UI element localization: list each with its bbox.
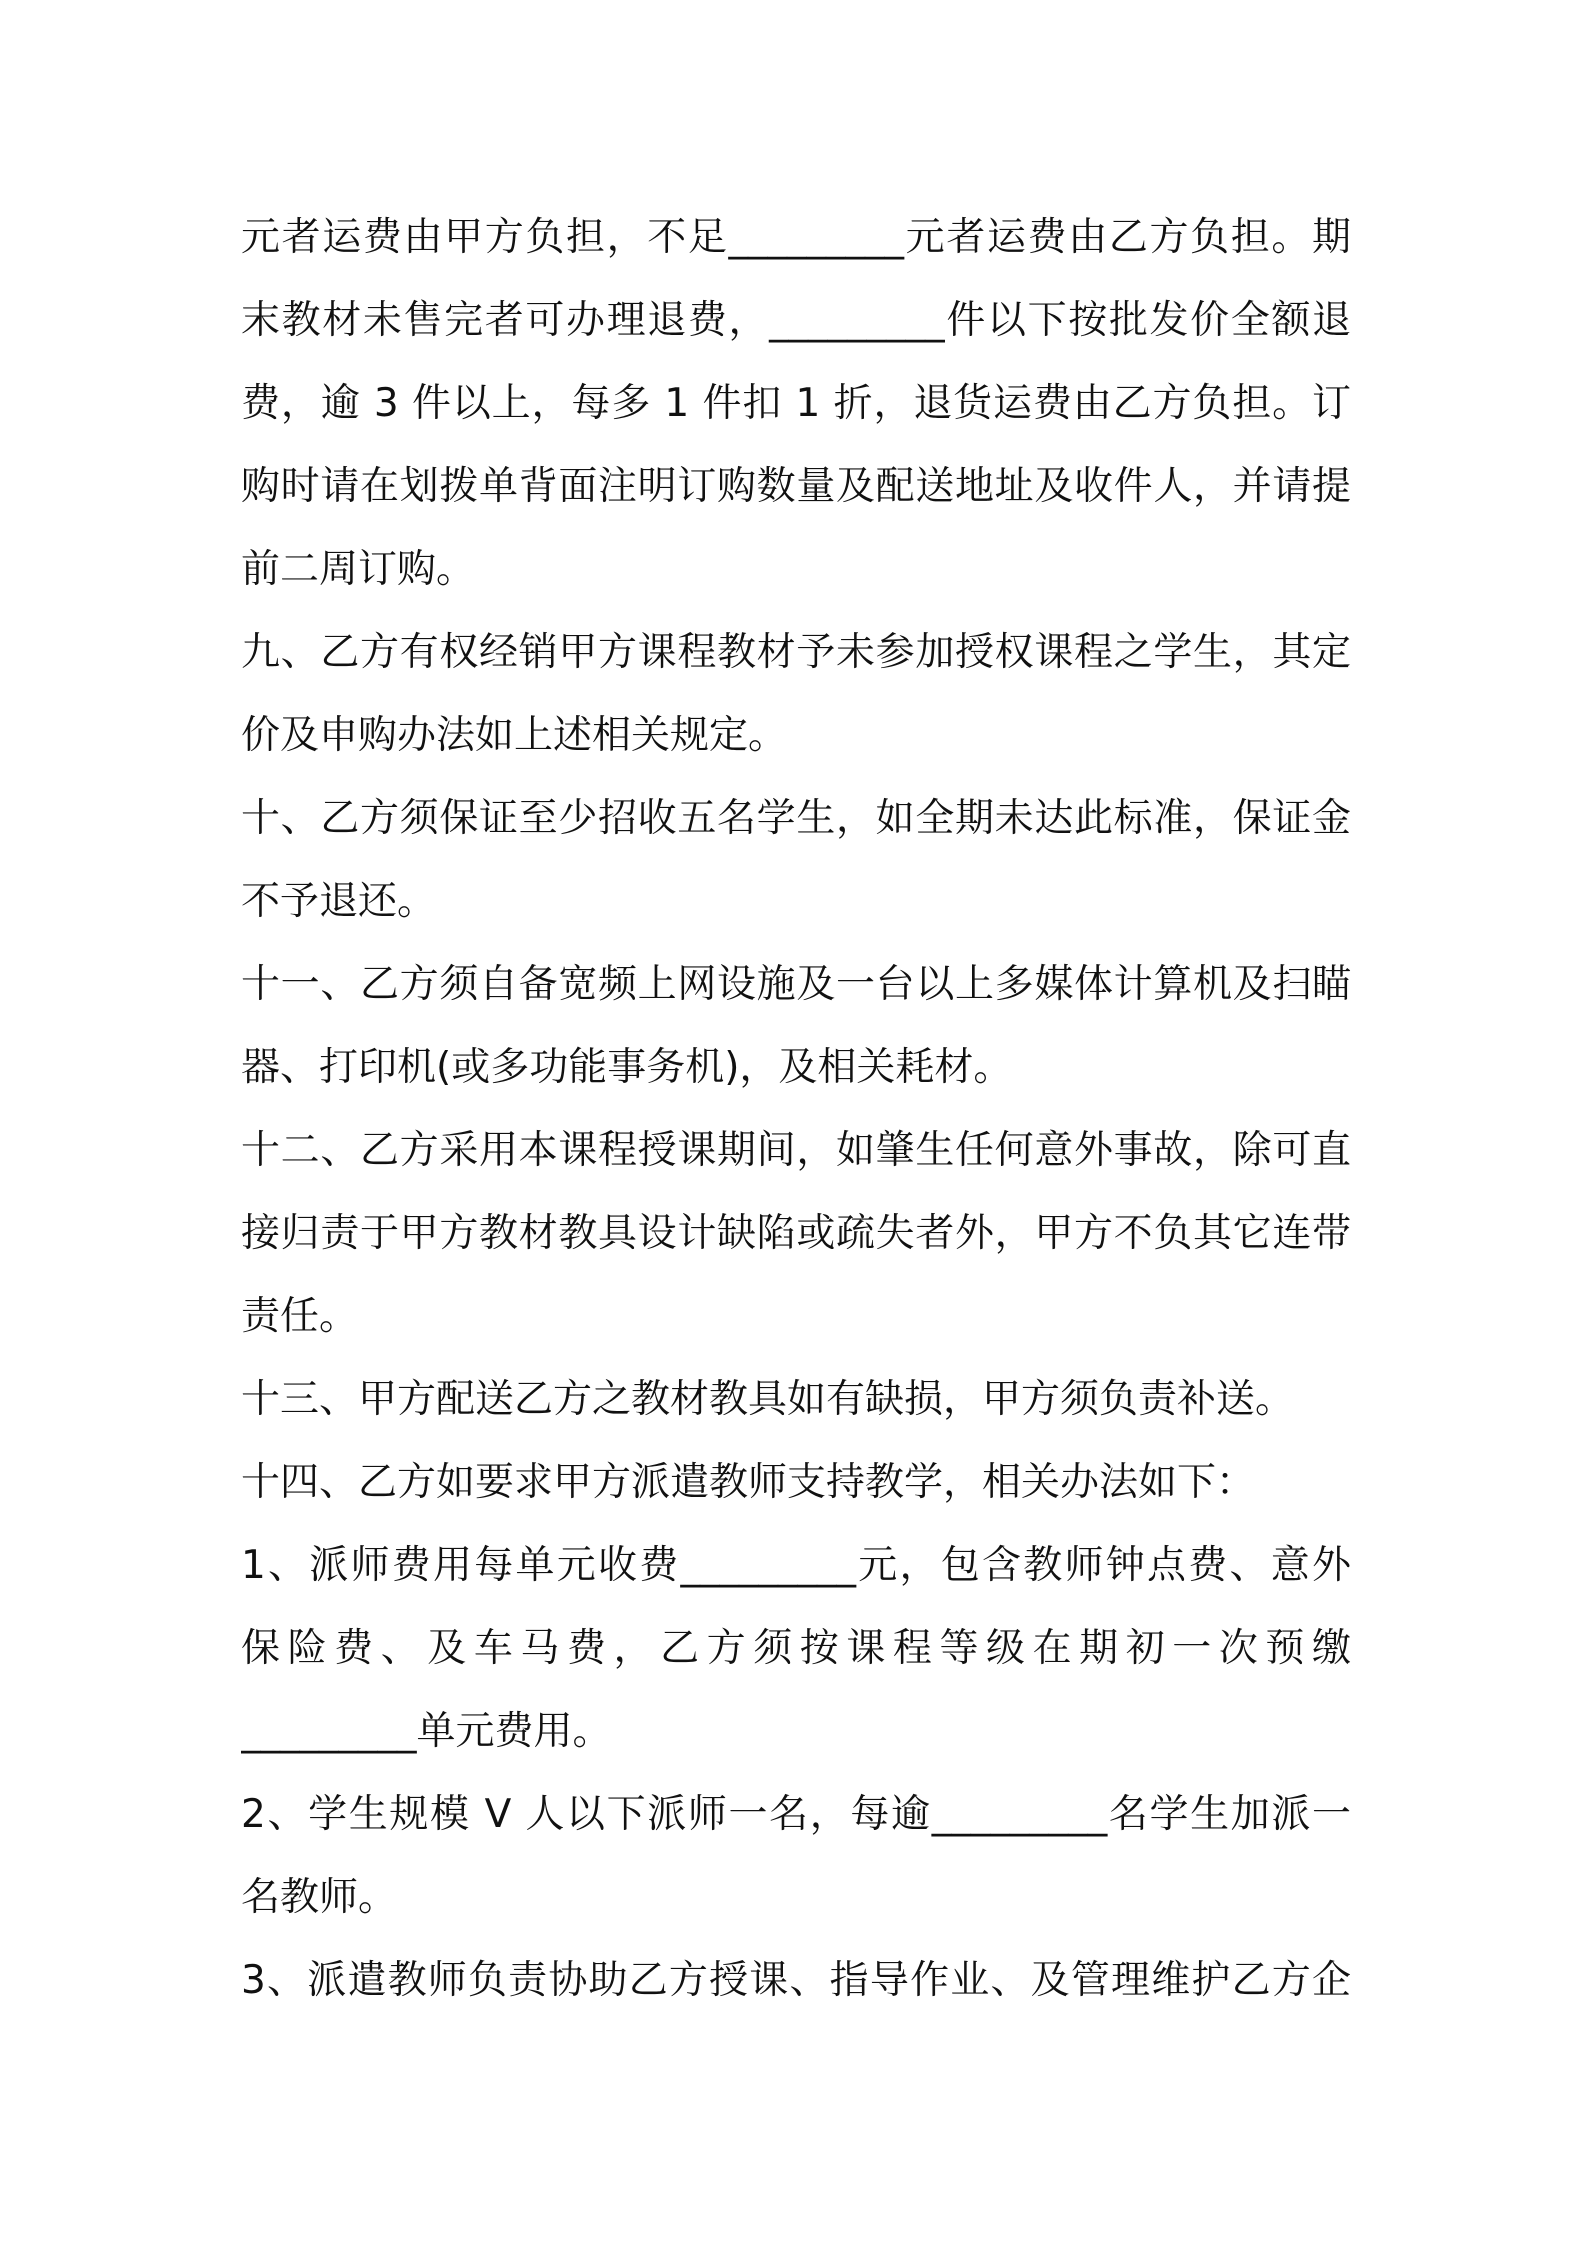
text-line: 十一、乙方须自备宽频上网设施及一台以上多媒体计算机及扫瞄 xyxy=(241,962,1351,1007)
text-line: 费，逾 3 件以上，每多 1 件扣 1 折，退货运费由乙方负担。订 xyxy=(241,381,1351,426)
text-line: 3、派遣教师负责协助乙方授课、指导作业、及管理维护乙方企 xyxy=(241,1958,1351,2003)
text-line: 接归责于甲方教材教具设计缺陷或疏失者外，甲方不负其它连带 xyxy=(241,1211,1351,1256)
document-body xyxy=(241,196,1351,2022)
text-line: 名教师。 xyxy=(241,1875,398,1920)
text-line: 1、派师费用每单元收费_________元，包含教师钟点费、意外 xyxy=(241,1543,1351,1588)
text-line: 九、乙方有权经销甲方课程教材予未参加授权课程之学生，其定 xyxy=(241,630,1351,675)
text-line: 元者运费由甲方负担，不足_________元者运费由乙方负担。期 xyxy=(241,215,1351,260)
text-line: 前二周订购。 xyxy=(241,547,476,592)
text-line: 十二、乙方采用本课程授课期间，如肇生任何意外事故，除可直 xyxy=(241,1128,1351,1173)
text-line: 不予退还。 xyxy=(241,879,437,924)
text-line: 末教材未售完者可办理退费，_________件以下按批发价全额退 xyxy=(241,298,1351,343)
text-line: _________单元费用。 xyxy=(241,1709,612,1754)
text-line: 价及申购办法如上述相关规定。 xyxy=(241,713,788,758)
text-line: 保险费、及车马费，乙方须按课程等级在期初一次预缴 xyxy=(241,1626,1351,1671)
text-line: 责任。 xyxy=(241,1294,359,1339)
text-line: 购时请在划拨单背面注明订购数量及配送地址及收件人，并请提 xyxy=(241,464,1351,509)
text-line: 2、学生规模 V 人以下派师一名，每逾_________名学生加派一 xyxy=(241,1792,1351,1837)
text-line: 器、打印机(或多功能事务机)，及相关耗材。 xyxy=(241,1045,1013,1090)
text-line: 十、乙方须保证至少招收五名学生，如全期未达此标准，保证金 xyxy=(241,796,1351,841)
text-line: 十三、甲方配送乙方之教材教具如有缺损，甲方须负责补送。 xyxy=(241,1377,1295,1422)
text-line: 十四、乙方如要求甲方派遣教师支持教学，相关办法如下： xyxy=(241,1460,1256,1505)
